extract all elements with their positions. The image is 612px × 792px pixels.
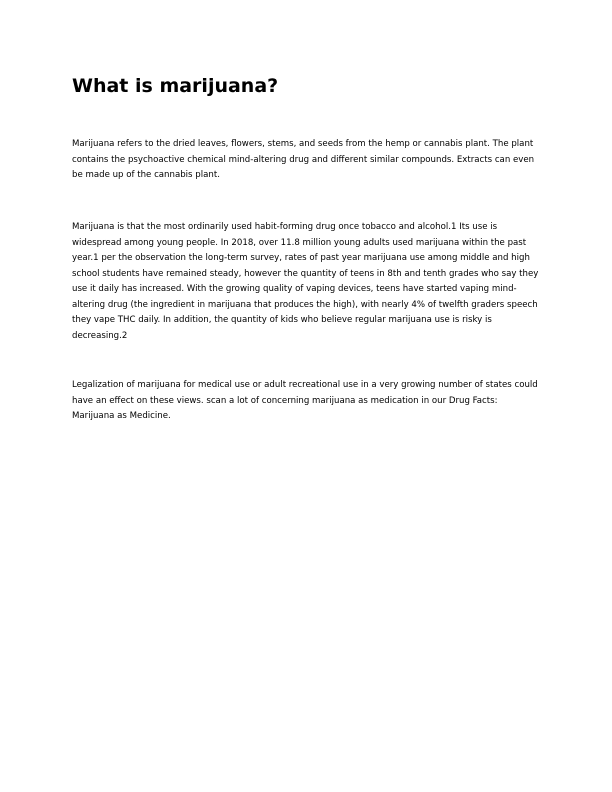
paragraph-definition: Marijuana refers to the dried leaves, flowers, stems, and seeds from the hemp or cannabis plant. The plant contains the psychoactive chemical mind-altering drug and different similar compounds. Extracts can even be made up of the cannabis plant.: [72, 139, 535, 180]
document-title: What is marijuana?: [72, 75, 279, 97]
paragraph-usage-statistics: Marijuana is that the most ordinarily used habit-forming drug once tobacco and alcohol.1 Its use is widespread among young people. In 2018, over 11.8 million young adults used marijuana within the past year.1 per the observation the long-term survey, rates of past year marijuana use among middle and high school students have remained steady, however the quantity of teens in 8th and tenth grades who say they use it daily has increased. With the growing quality of vaping devices, teens have started vaping mind-altering drug (the ingredient in marijuana that produces the high), with nearly 4% of twelfth graders speech they vape THC daily. In addition, the quantity of kids who believe regular marijuana use is risky is decreasing.2: [72, 222, 539, 341]
paragraph-legalization: Legalization of marijuana for medical use or adult recreational use in a very growing number of states could have an effect on these views. scan a lot of concerning marijuana as medication in our Drug Facts: Marijuana as Medicine.: [72, 380, 538, 421]
